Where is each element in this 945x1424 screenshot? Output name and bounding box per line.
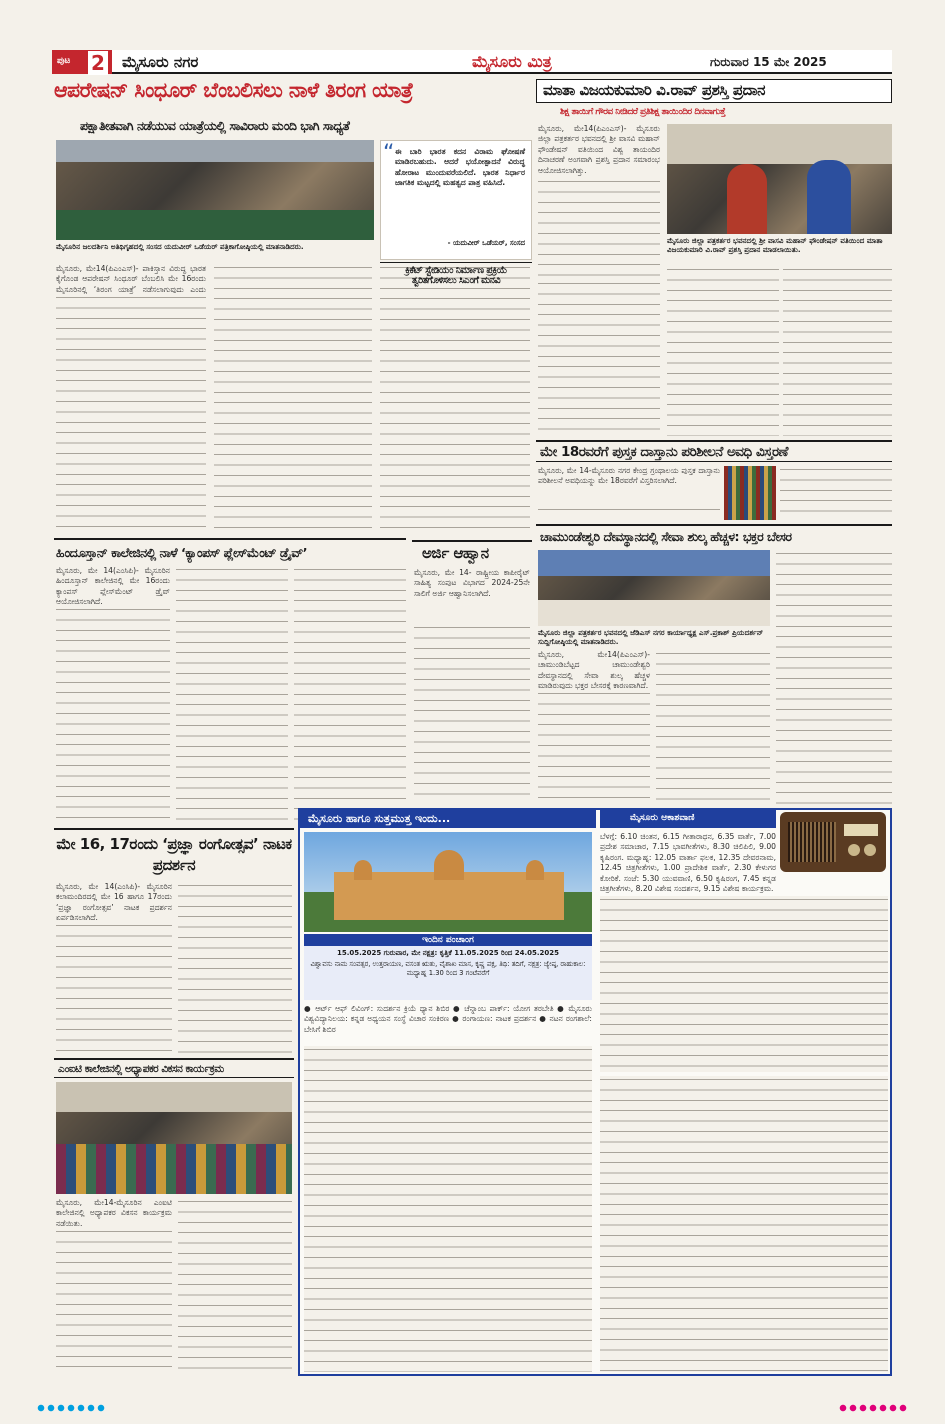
faculty-body-col1	[56, 1228, 172, 1376]
award-photo	[667, 124, 892, 234]
registration-marks-right	[838, 1404, 908, 1412]
today-section	[298, 808, 892, 1376]
pull-quote-attribution: - ಯದುವೀರ್ ಒಡೆಯರ್, ಸಂಸದ	[447, 239, 525, 247]
award-body-col3	[667, 266, 779, 436]
award-subheadline: ಶಿಕ್ಷ ತಾಯಿಗೆ ಗೌರವ ನೀಡಿದರೆ ಪ್ರತಿಶಿಕ್ಷ ತಾಯಿಂದಿರ ದಿನವಾಗುತ್ತೆ	[560, 107, 726, 117]
apply-box	[412, 540, 532, 806]
radio-body-more	[600, 896, 888, 1072]
temple-photo	[538, 550, 770, 626]
quote-icon: “	[383, 141, 395, 166]
lead-photo-caption: ಮೈಸೂರಿನ ಜಲದರ್ಶಿನಿ ಅತಿಥಿಗೃಹದಲ್ಲಿ ಸಂಸದ ಯದುವೀರ್ ಒಡೆಯರ್ ಪತ್ರಿಕಾಗೋಷ್ಠಿಯಲ್ಲಿ ಮಾತನಾಡಿದರು.	[56, 242, 304, 251]
today-listings-col2	[600, 1076, 888, 1372]
lead-body-col2-text	[214, 264, 372, 534]
apply-body	[414, 624, 530, 804]
drama-dateline: ಮೈಸೂರು, ಮೇ 14(ಎಂಸಿಪಿ)- ಮೈಸೂರಿನ ಕಲಾಮಂದಿರದಲ್ಲಿ ಮೇ 16 ಹಾಗೂ 17ರಂದು ‘ಪ್ರಜ್ಞಾ ರಂಗೋತ್ಸವ’ ನಾಟಕ ಪ್ರದರ್ಶನ ಏರ್ಪಡಿಸಲಾಗಿದೆ.	[56, 882, 172, 923]
faculty-body-col2	[178, 1198, 292, 1376]
temple-body-col2	[656, 650, 770, 806]
faculty-headline-bar	[54, 1058, 294, 1078]
mysore-palace-photo	[304, 832, 592, 932]
panchanga-title: ಇಂದಿನ ಪಂಚಾಂಗ	[304, 934, 592, 946]
radio-icon	[780, 812, 886, 872]
temple-headline-bar	[536, 524, 892, 546]
lead-headline: ಆಪರೇಷನ್ ಸಿಂಧೂರ್ ಬೆಂಬಲಿಸಲು ನಾಳೆ ತಿರಂಗ ಯಾತ್ರೆ	[54, 78, 413, 102]
radio-header	[600, 810, 776, 828]
award-photo-caption: ಮೈಸೂರು ಜಿಲ್ಲಾ ಪತ್ರಕರ್ತರ ಭವನದಲ್ಲಿ ಶ್ರೀ ವಾಸವಿ ಮಹಾನ್ ಫೌಂಡೇಷನ್ ವತಿಯಿಂದ ಮಾತಾ ವಿಜಯಕುಮಾರಿ ವಿ.ರಾವ್ ಪ್ರಶಸ್ತಿ ಪ್ರದಾನ ಮಾಡಲಾಯಿತು.	[667, 236, 883, 254]
temple-dateline: ಮೈಸೂರು, ಮೇ14(ಪಿಎಂಎಸ್)- ಚಾಮುಂಡಿಬೆಟ್ಟದ ಚಾಮುಂಡೇಶ್ವರಿ ದೇವಸ್ಥಾನದಲ್ಲಿ ಸೇವಾ ಶುಲ್ಕ ಹೆಚ್ಚಳ ಮಾಡಿರುವುದು ಭಕ್ತರ ಬೇಸರಕ್ಕೆ ಕಾರಣವಾಗಿದೆ.	[538, 650, 650, 691]
books-body-col1	[538, 506, 720, 518]
campus-top-rule	[54, 538, 406, 540]
page-label: ಪುಟ	[57, 56, 71, 66]
award-dateline: ಮೈಸೂರು, ಮೇ14(ಪಿಎಂಎಸ್)- ಮೈಸೂರು ಜಿಲ್ಲಾ ಪತ್ರಕರ್ತರ ಭವನದಲ್ಲಿ ಶ್ರೀ ವಾಸವಿ ಮಹಾನ್ ಫೌಂಡೇಷನ್ ವತಿಯಿಂದ ವಿಶ್ವ ತಾಯಂದಿರ ದಿನಾಚರಣೆ ಅಂಗವಾಗಿ ಪ್ರಶಸ್ತಿ ಪ್ರದಾನ ಸಮಾರಂಭ ಆಯೋಜಿಸಲಾಗಿತ್ತು.	[538, 124, 660, 175]
award-headline: ಮಾತಾ ವಿಜಯಕುಮಾರಿ ವಿ.ರಾವ್ ಪ್ರಶಸ್ತಿ ಪ್ರದಾನ	[543, 81, 765, 99]
drama-body-col2	[178, 882, 292, 1054]
books-photo	[724, 466, 776, 520]
award-body-col1	[538, 178, 660, 276]
apply-headline: ಅರ್ಜಿ ಆಹ್ವಾನ	[422, 544, 489, 562]
lead-photo	[56, 140, 374, 240]
books-headline-bar	[536, 440, 892, 462]
today-listings: ● ಆರ್ಟ್ ಆಫ್ ಲಿವಿಂಗ್: ಸುದರ್ಶನ ಕ್ರಿಯೆ ಧ್ಯಾನ ಶಿಬಿರ ● ಚೆನ್ನಾಂಬ ಪಾರ್ಕ್: ಯೋಗ ತರಬೇತಿ ● ಮೈಸೂರು ವಿಶ್ವವಿದ್ಯಾನಿಲಯ: ಕನ್ನಡ ಅಧ್ಯಯನ ಸಂಸ್ಥೆ ವಿಚಾರ ಸಂಕಿರಣ ● ರಂಗಾಯಣ: ನಾಟಕ ಪ್ರದರ್ಶನ ● ನಟನ ರಂಗಶಾಲೆ: ಬೇಸಿಗೆ ಶಿಬಿರ	[304, 1004, 592, 1034]
today-banner	[300, 810, 596, 828]
registration-marks-left	[36, 1404, 106, 1412]
radio-body: ಬೆಳಗ್ಗೆ: 6.10 ಚಿಂತನ, 6.15 ಗೀತಾರಾಧನ, 6.35 ವಾರ್ತೆ, 7.00 ಪ್ರದೇಶ ಸಮಾಚಾರ, 7.15 ಭಾವಗೀತೆಗಳು, 8.30 ಚಿಲಿಪಿಲಿ, 9.00 ಕೃಷಿರಂಗ. ಮಧ್ಯಾಹ್ನ: 12.05 ವಾರ್ತಾ ಫಲಕ, 12.35 ದೇವರನಾಮ, 12.45 ಚಿತ್ರಗೀತೆಗಳು, 1.00 ಪ್ರಾದೇಶಿಕ ವಾರ್ತೆ, 2.30 ಕೇಳುಗರ ಕೋರಿಕೆ. ಸಂಜೆ: 5.30 ಯುವವಾಣಿ, 6.50 ಕೃಷಿರಂಗ, 7.45 ಕನ್ನಡ ಚಿತ್ರಗೀತೆಗಳು, 8.20 ವಿಶೇಷ ಸಂದರ್ಶನ, 9.15 ವಿಶೇಷ ಕಾರ್ಯಕ್ರಮ.	[600, 832, 776, 894]
award-body-col4	[783, 266, 892, 436]
section-name: ಮೈಸೂರು ನಗರ	[122, 53, 199, 71]
campus-body-col2	[176, 566, 288, 824]
stadium-top-rule	[380, 262, 532, 263]
drama-top-rule	[54, 828, 294, 830]
books-body-col2	[780, 466, 892, 520]
lead-subheadline: ಪಕ್ಷಾತೀತವಾಗಿ ನಡೆಯುವ ಯಾತ್ರೆಯಲ್ಲಿ ಸಾವಿರಾರು ಮಂದಿ ಭಾಗಿ ಸಾಧ್ಯತೆ	[80, 118, 350, 133]
temple-body-col1	[538, 690, 650, 806]
drama-headline: ಮೇ 16, 17ರಂದು ‘ಪ್ರಜ್ಞಾ ರಂಗೋತ್ಸವ’ ನಾಟಕ ಪ್ರದರ್ಶನ	[56, 835, 292, 874]
lead-pull-quote-box	[380, 140, 532, 260]
books-dateline: ಮೈಸೂರು, ಮೇ 14-ಮೈಸೂರು ನಗರ ಕೇಂದ್ರ ಗ್ರಂಥಾಲಯ ಪುಸ್ತಕ ದಾಸ್ತಾನು ಪರಿಶೀಲನೆ ಅವಧಿಯನ್ನು ಮೇ 18ರವರೆಗೆ ವಿಸ್ತರಿಸಲಾಗಿದೆ.	[538, 466, 720, 486]
temple-headline: ಚಾಮುಂಡೇಶ್ವರಿ ದೇವಸ್ಥಾನದಲ್ಲಿ ಸೇವಾ ಶುಲ್ಕ ಹೆಚ್ಚಳ: ಭಕ್ತರ ಬೇಸರ	[540, 529, 792, 544]
lead-body-col1: ಮೈಸೂರು, ಮೇ14(ಪಿಎಂಎಸ್)- ಪಾಕಿಸ್ತಾನ ವಿರುದ್ಧ ಭಾರತ ಕೈಗೊಂಡ ಆಪರೇಷನ್ ಸಿಂಧೂರ್ ಬೆಂಬಲಿಸಿ ಮೇ 16ರಂದು ಮೈಸೂರಿನಲ್ಲಿ ‘ತಿರಂಗ ಯಾತ್ರೆ’ ನಡೆಸಲಾಗುವುದು ಎಂದು	[56, 264, 206, 294]
stadium-headline: ಕ್ರಿಕೆಟ್ ಸ್ಟೇಡಿಯಂ ನಿರ್ಮಾಣ ಪ್ರಕ್ರಿಯೆ ತ್ವರಿತಗೊಳಿಸಲು ಸಿಎಂಗೆ ಮನವಿ	[405, 265, 507, 286]
today-banner-text: ಮೈಸೂರು ಹಾಗೂ ಸುತ್ತಮುತ್ತ ಇಂದು...	[308, 812, 451, 825]
campus-body-col1	[56, 606, 170, 824]
lead-body-col1-text	[56, 294, 206, 534]
panchanga-detail: ವಿಶ್ವಾವಸು ನಾಮ ಸಂವತ್ಸರ, ಉತ್ತರಾಯಣ, ವಸಂತ ಋತು, ವೈಶಾಖ ಮಾಸ, ಕೃಷ್ಣ ಪಕ್ಷ, ತಿಥಿ: ತದಿಗೆ, ನಕ್ಷತ್ರ: ಜ್ಯೇಷ್ಠ, ರಾಹುಕಾಲ: ಮಧ್ಯಾಹ್ನ 1.30 ರಿಂದ 3 ಗಂಟೆವರೆಗೆ	[310, 960, 586, 977]
temple-photo-caption: ಮೈಸೂರು ಜಿಲ್ಲಾ ಪತ್ರಕರ್ತರ ಭವನದಲ್ಲಿ ಜೆಡಿಎಸ್ ನಗರ ಕಾರ್ಯಾಧ್ಯಕ್ಷ ಎಸ್.ಪ್ರಕಾಶ್ ಪ್ರಿಯದರ್ಶನ್ ಸುದ್ದಿಗೋಷ್ಠಿಯಲ್ಲಿ ಮಾತನಾಡಿದರು.	[538, 628, 764, 646]
lead-body-col3-text	[380, 264, 530, 534]
pull-quote-text: ಈ ಬಾರಿ ಭಾರತ ಕದನ ವಿರಾಮ ಘೋಷಣೆ ಮಾಡಿರಬಹುದು. ಆದರೆ ಭಯೋತ್ಪಾದನೆ ವಿರುದ್ಧ ಹೋರಾಟ ಮುಂದುವರೆಯಲಿದೆ. ಭಾರತ ನಿರ್ಧಾರ ಜಾಗತಿಕ ಮಟ್ಟದಲ್ಲಿ ಮಹತ್ವದ ಪಾತ್ರ ವಹಿಸಿದೆ.	[395, 147, 525, 188]
issue-date: ಗುರುವಾರ 15 ಮೇ 2025	[710, 55, 827, 69]
award-body-col2	[538, 280, 660, 436]
panchanga-text: 15.05.2025 ಗುರುವಾರ, ಮೇ ನಕ್ಷತ್ರ: ಕೃತ್ತಿಕೆ 11.05.2025 ರಿಂದ 24.05.2025	[336, 949, 560, 957]
apply-dateline: ಮೈಸೂರು, ಮೇ 14- ರಾಷ್ಟ್ರೀಯ ಕಾಪೀರೈಟ್ ಸಾಹಿತ್ಯ ಸಂಪುಟ ವಿಭಾಗದ 2024-25ನೇ ಸಾಲಿಗೆ ಅರ್ಜಿ ಆಹ್ವಾನಿಸಲಾಗಿದೆ.	[414, 568, 530, 598]
campus-headline: ಹಿಂದೂಸ್ತಾನ್ ಕಾಲೇಜಿನಲ್ಲಿ ನಾಳೆ ‘ಕ್ಯಾಂಪಸ್ ಪ್ಲೇಸ್‌ಮೆಂಟ್ ಡ್ರೈವ್’	[56, 545, 308, 560]
panchanga-box	[304, 934, 592, 1000]
masthead	[52, 50, 892, 74]
paper-name: ಮೈಸೂರು ಮಿತ್ರ	[472, 52, 552, 71]
books-headline: ಮೇ 18ರವರೆಗೆ ಪುಸ್ತಕ ದಾಸ್ತಾನು ಪರಿಶೀಲನೆ ಅವಧಿ ವಿಸ್ತರಣೆ	[540, 444, 788, 460]
award-headline-bar	[536, 79, 892, 103]
campus-body-col3	[294, 566, 406, 824]
campus-dateline: ಮೈಸೂರು, ಮೇ 14(ಎಂಸಿಪಿ)- ಮೈಸೂರಿನ ಹಿಂದೂಸ್ತಾನ್ ಕಾಲೇಜಿನಲ್ಲಿ ಮೇ 16ರಂದು ಕ್ಯಾಂಪಸ್ ಪ್ಲೇಸ್‌ಮೆಂಟ್ ಡ್ರೈವ್ ಆಯೋಜಿಸಲಾಗಿದೆ.	[56, 566, 170, 607]
faculty-photo	[56, 1082, 292, 1194]
today-listings-col1	[304, 1046, 592, 1372]
faculty-dateline: ಮೈಸೂರು, ಮೇ14-ಮೈಸೂರಿನ ಎಂಐಟಿ ಕಾಲೇಜಿನಲ್ಲಿ ಅಧ್ಯಾಪಕರ ವಿಕಸನ ಕಾರ್ಯಕ್ರಮ ನಡೆಯಿತು.	[56, 1198, 172, 1228]
page-label-box	[52, 50, 112, 74]
temple-body-col3	[776, 550, 892, 806]
radio-title: ಮೈಸೂರು ಆಕಾಶವಾಣಿ	[630, 813, 695, 823]
page-number: 2	[88, 51, 108, 75]
drama-body-col1	[56, 922, 172, 1054]
faculty-headline: ಎಂಐಟಿ ಕಾಲೇಜಿನಲ್ಲಿ ಅಧ್ಯಾಪಕರ ವಿಕಸನ ಕಾರ್ಯಕ್ರಮ	[58, 1063, 224, 1075]
